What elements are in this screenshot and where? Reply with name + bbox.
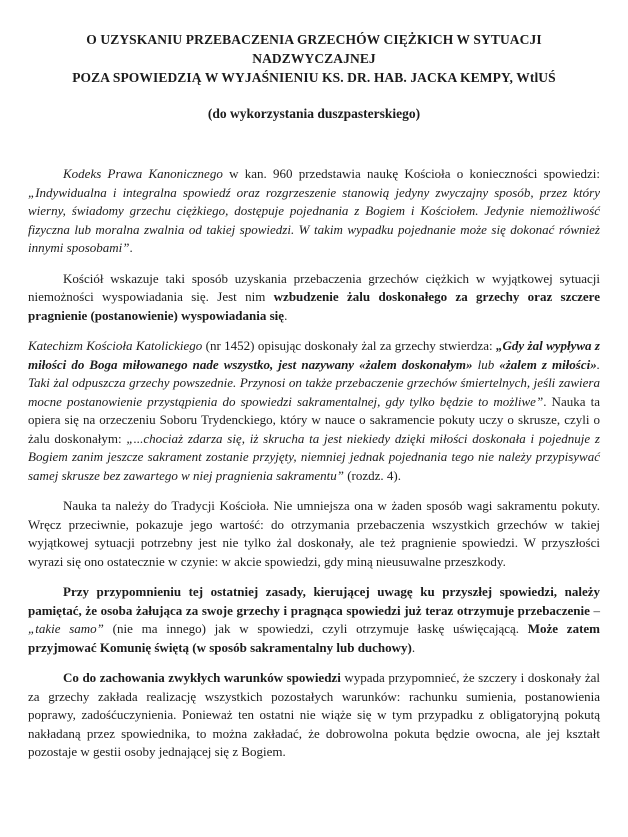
text-run: (nr 1452) opisując doskonały żal za grzechy stwierdza:	[202, 338, 497, 353]
text-run: Co do zachowania zwykłych warunków spowiedzi	[63, 670, 341, 685]
text-run: Może zatem przyjmować Komunię świętą (w sposób sakramentalny lub duchowy)	[28, 621, 600, 655]
document-body	[28, 165, 600, 762]
document-subtitle: (do wykorzystania duszpasterskiego)	[207, 106, 421, 121]
text-run: „...chociaż zdarza się, iż skrucha ta jest niekiedy dzięki miłości doskonała i pojednuje z Bogiem zanim jeszcze sakrament zostanie przyjęty, niemniej jednak pojednania tego nie należy przypisywać samej skrusze bez zawartego w niej pragnienia sakramentu”	[28, 430, 600, 483]
text-run: Przy przypomnieniu tej ostatniej zasady, kierującej uwagę ku przyszłej spowiedzi, należy pamiętać, że osoba żałująca za swoje grzechy i pragnąca spowiedzi już teraz otrzymuje przebaczenie	[28, 584, 600, 618]
text-run: . Nauka ta opiera się na orzeczeniu Soboru Trydenckiego, który w nauce o sakramencie pokuty uczy o skrusze, czyli o żalu doskonałym:	[28, 393, 600, 446]
text-run: .	[284, 307, 288, 323]
document-title-line-2: POZA SPOWIEDZIĄ W WYJAŚNIENIU KS. DR. HAB. JACKA KEMPY, WtlUŚ	[72, 70, 556, 85]
text-run: (rozdz. 4).	[343, 467, 401, 483]
paragraph	[28, 165, 600, 258]
text-run: . Taki żal odpuszcza grzechy powszednie. Przynosi on także przebaczenie grzechów śmiertelnych, jeśli zawiera mocne postanowienie przystąpienia do spowiedzi sakramentalnej, gdy tylko będzie to możliwe”	[28, 356, 600, 409]
text-run: (nie ma innego) jak w spowiedzi, czyli otrzymuje łaskę uświęcającą.	[103, 621, 528, 636]
text-run: .	[129, 240, 133, 255]
text-run: „Gdy żal wypływa z miłości do Boga miłowanego nade wszystko, jest nazywany «żalem doskonałym»	[28, 338, 600, 372]
text-run: Nauka ta należy do Tradycji Kościoła. Nie umniejsza ona w żaden sposób wagi sakramentu pokuty. Wręcz przeciwnie, pokazuje jego wartość: do otrzymania przebaczenia wszystkich grzechów w takiej wyjątkowej sytuacji potrzebny jest nie tylko żal doskonały, ale też pragnienie spowiedzi. W przyszłości wyrazi się ono ostatecznie w czynie: w akcie spowiedzi, gdy miną nieusuwalne przeszkody.	[28, 498, 600, 569]
text-run: –	[589, 602, 600, 618]
paragraph	[28, 337, 600, 485]
text-run: Kościół wskazuje taki sposób uzyskania przebaczenia grzechów ciężkich w wyjątkowej sytuacji niemożności wyspowiadania się. Jest nim	[28, 270, 600, 304]
text-run: w kan. 960 przedstawia naukę Kościoła o konieczności spowiedzi:	[222, 166, 600, 181]
text-run: .	[411, 639, 416, 655]
paragraph	[28, 583, 600, 657]
paragraph	[28, 669, 600, 762]
text-run: Katechizm Kościoła Katolickiego	[28, 338, 203, 353]
paragraph	[28, 497, 600, 571]
text-run: wzbudzenie żalu doskonałego za grzechy oraz szczere pragnienie (postanowienie) wyspowiadania się	[28, 289, 600, 323]
text-run: «żalem z miłości»	[499, 356, 597, 372]
document-header	[28, 30, 600, 123]
text-run: wypada przypomnieć, że szczery i doskonały żal za grzechy zakłada realizację wszystkich pozostałych warunków: rachunku sumienia, postanowienia poprawy, zadośćuczynienia. Ponieważ ten ostatni nie wiąże się w tym przypadku z obligatoryjną pokutą nakładaną przez spowiednika, to można zakładać, że dobrowolna pokuta będzie owocna, ale jej kształt pozostaje w gestii osoby jednającej się z Bogiem.	[28, 670, 600, 759]
text-run: Kodeks Prawa Kanonicznego	[63, 166, 223, 181]
paragraph	[28, 270, 600, 326]
document-title-line-1: O UZYSKANIU PRZEBACZENIA GRZECHÓW CIĘŻKICH W SYTUACJI NADZWYCZAJNEJ	[86, 32, 542, 66]
text-run: lub	[472, 356, 500, 372]
text-run: „Indywidualna i integralna spowiedź oraz rozgrzeszenie stanowią jedyny zwyczajny sposób, przez który wierny, świadomy grzechu ciężkiego, dostępuje pojednania z Bogiem i Kościołem. Jedynie niemożliwość fizyczna lub moralna zwalnia od takiej spowiedzi. W takim wypadku pojednanie może się dokonać również innymi sposobami”	[28, 184, 600, 255]
text-run: „takie samo”	[28, 621, 104, 636]
